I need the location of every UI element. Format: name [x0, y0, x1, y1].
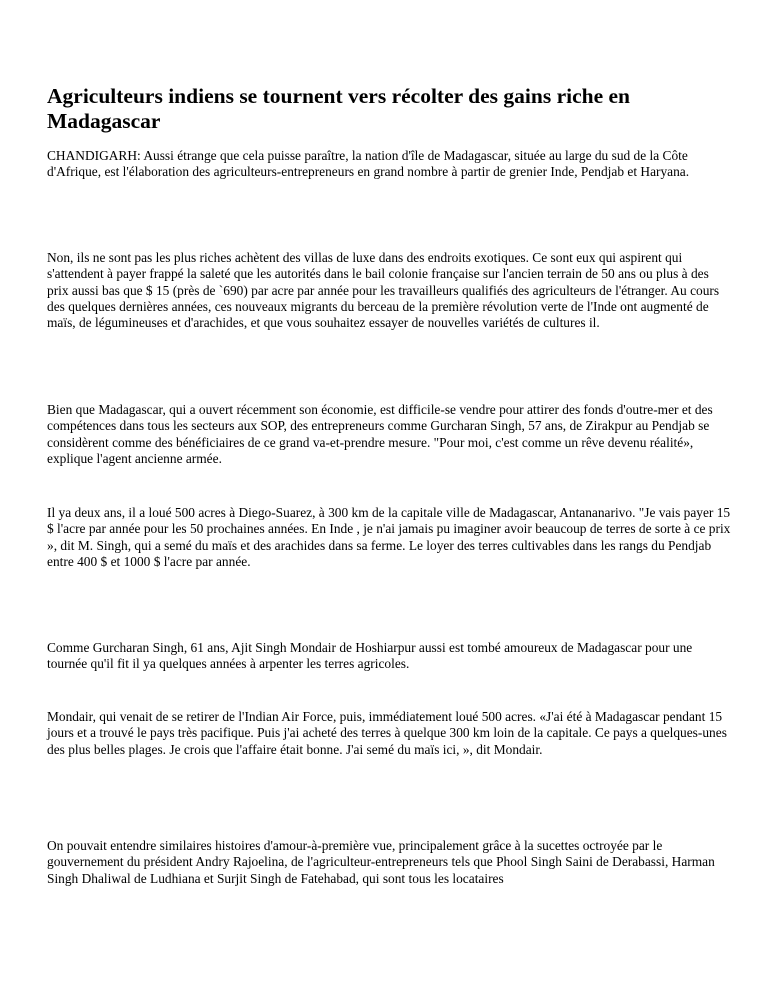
- article-paragraph: CHANDIGARH: Aussi étrange que cela puisse paraître, la nation d'île de Madagascar, située au large du sud de la Côte d'Afrique, est l'élaboration des agriculteurs-entrepreneurs en grand nombre à partir de grenier Inde, Pendjab et Haryana.: [47, 148, 690, 180]
- article-paragraph: On pouvait entendre similaires histoires d'amour-à-première vue, principalement grâce à la sucettes octroyée par le gouvernement du président Andry Rajoelina, de l'agriculteur-entrepreneurs tels que Phool Singh Saini de Derabassi, Harman Singh Dhaliwal de Ludhiana et Surjit Singh de Fatehabad, qui sont tous les locataires: [47, 838, 715, 886]
- article-paragraph: Il ya deux ans, il a loué 500 acres à Diego-Suarez, à 300 km de la capitale ville de Madagascar, Antananarivo. "Je vais payer 15 $ l'acre par année pour les 50 prochaines années. En Inde , je n'ai jamais pu imaginer avoir beaucoup de terres de sorte à ce prix », dit M. Singh, qui a semé du maïs et des arachides dans sa ferme. Le loyer des terres cultivables dans les rangs du Pendjab entre 400 $ et 1000 $ l'acre par année.: [47, 505, 731, 569]
- article-paragraph: Comme Gurcharan Singh, 61 ans, Ajit Singh Mondair de Hoshiarpur aussi est tombé amoureux de Madagascar pour une tournée qu'il fit il ya quelques années à arpenter les terres agricoles.: [47, 640, 693, 672]
- article-title: Agriculteurs indiens se tournent vers récolter des gains riche en Madagascar: [47, 84, 631, 133]
- article-paragraph: Non, ils ne sont pas les plus riches achètent des villas de luxe dans des endroits exotiques. Ce sont eux qui aspirent qui s'attendent à payer frappé la saleté que les autorités dans le bail colonie française sur l'ancien terrain de 50 ans ou plus à des prix aussi bas que $ 15 (près de `690) par acre par année pour les travailleurs qualifiés des agriculteurs de l'étranger. Au cours des quelques dernières années, ces nouveaux migrants du berceau de la première révolution verte de l'Inde ont augmenté de maïs, de légumineuses et d'arachides, et que vous souhaitez essayer de nouvelles variétés de cultures il.: [47, 250, 720, 331]
- article-paragraph: Mondair, qui venait de se retirer de l'Indian Air Force, puis, immédiatement loué 500 acres. «J'ai été à Madagascar pendant 15 jours et a trouvé le pays très pacifique. Puis j'ai acheté des terres à quelque 300 km loin de la capitale. Ce pays a quelques-unes des plus belles plages. Je crois que l'affaire était bonne. J'ai semé du maïs ici, », dit Mondair.: [47, 709, 727, 757]
- article-paragraph: Bien que Madagascar, qui a ouvert récemment son économie, est difficile-se vendre pour attirer des fonds d'outre-mer et des compétences dans tous les secteurs aux SOP, des entrepreneurs comme Gurcharan Singh, 57 ans, de Zirakpur au Pendjab se considèrent comme des bénéficiaires de ce grand va-et-prendre mesure. "Pour moi, c'est comme un rêve devenu réalité», explique l'agent ancienne armée.: [47, 402, 713, 466]
